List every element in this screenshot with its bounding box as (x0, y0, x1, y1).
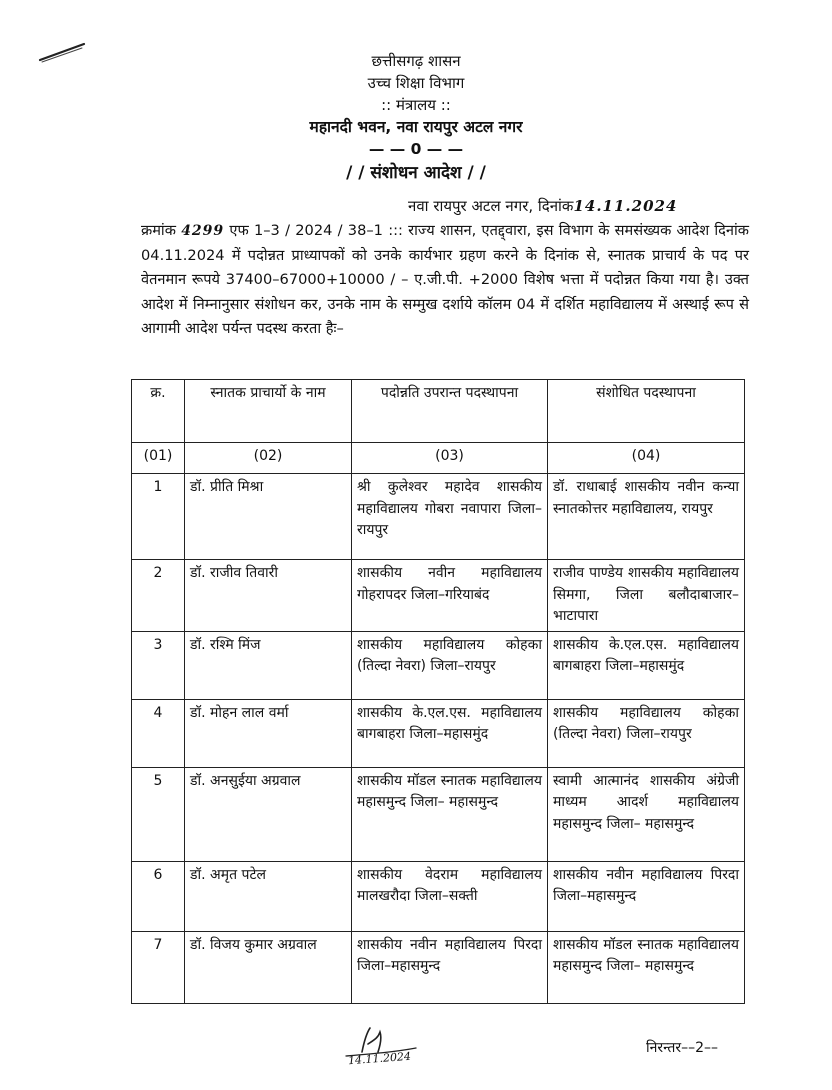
table-row (132, 631, 745, 699)
table-row (132, 861, 745, 931)
column-number: (01) (132, 443, 185, 474)
revised-posting-cell: शासकीय महाविद्यालय कोहका (तिल्दा नेवरा) जिला–रायपुर (548, 699, 745, 767)
column-number: (03) (352, 443, 548, 474)
posting-cell: शासकीय महाविद्यालय कोहका (तिल्दा नेवरा) जिला–रायपुर (352, 631, 548, 699)
name-cell: डॉ. अनसुईया अग्रवाल (185, 767, 352, 861)
name-cell: डॉ. राजीव तिवारी (185, 560, 352, 632)
dateline-place: नवा रायपुर अटल नगर, दिनांक (408, 197, 574, 215)
order-text: एफ 1–3 / 2024 / 38–1 ::: राज्य शासन, एतद्द्वारा, इस विभाग के समसंख्यक आदेश दिनांक 04.11.2024 में पदोन्नत प्राध्यापकों को उनके कार्यभार ग्रहण करने के दिनांक से, स्नातक प्राचार्य के पद पर वेतनमान रूपये 37400–67000+10000 / – ए.जी.पी. +2000 विशेष भत्ता में पदोन्नत किया गया है। उक्त आदेश में निम्नानुसार संशोधन कर, उनके नाम के सम्मुख दर्शाये कॉलम 04 में दर्शित महाविद्यालय में अस्थाई रूप से आगामी आदेश पर्यन्त पदस्थ करता हैः– (141, 222, 750, 337)
posting-cell: शासकीय वेदराम महाविद्यालय मालखरौदा जिला–सक्ती (352, 861, 548, 931)
serial-cell: 3 (132, 631, 185, 699)
serial-cell: 5 (132, 767, 185, 861)
order-date: 14.11.2024 (573, 197, 678, 215)
revised-posting-cell: शासकीय के.एल.एस. महाविद्यालय बागबाहरा जिला–महासमुंद (548, 631, 745, 699)
header-name: स्नातक प्राचार्यो के नाम (185, 380, 352, 443)
posting-cell: शासकीय के.एल.एस. महाविद्यालय बागबाहरा जिला–महासमुंद (352, 699, 548, 767)
column-number: (04) (548, 443, 745, 474)
table-header-row (132, 380, 745, 443)
table-row (132, 699, 745, 767)
signature-date: 14.11.2024 (347, 1049, 412, 1068)
posting-cell: शासकीय नवीन महाविद्यालय गोहरापदर जिला–गरियाबंद (352, 560, 548, 632)
revised-posting-cell: शासकीय नवीन महाविद्यालय पिरदा जिला–महासमुन्द (548, 861, 745, 931)
column-number: (02) (185, 443, 352, 474)
revised-posting-cell: शासकीय मॉडल स्नातक महाविद्यालय महासमुन्द जिला– महासमुन्द (548, 931, 745, 1003)
serial-cell: 1 (132, 474, 185, 560)
department-name: उच्च शिक्षा विभाग (367, 74, 465, 92)
header-revised-posting: संशोधित पदस्थापना (548, 380, 745, 443)
order-number: 4299 (181, 223, 225, 239)
name-cell: डॉ. रश्मि मिंज (185, 631, 352, 699)
order-body (141, 219, 749, 342)
posting-cell: शासकीय नवीन महाविद्यालय पिरदा जिला–महासमुन्द (352, 931, 548, 1003)
table-row (132, 474, 745, 560)
serial-cell: 7 (132, 931, 185, 1003)
serial-cell: 6 (132, 861, 185, 931)
office-address: महानदी भवन, नवा रायपुर अटल नगर (309, 118, 523, 136)
column-number-row (132, 443, 745, 474)
revised-posting-cell: डॉ. राधाबाई शासकीय नवीन कन्या स्नातकोत्तर महाविद्यालय, रायपुर (548, 474, 745, 560)
revised-posting-cell: स्वामी आत्मानंद शासकीय अंग्रेजी माध्यम आदर्श महाविद्यालय महासमुन्द जिला– महासमुन्द (548, 767, 745, 861)
name-cell: डॉ. विजय कुमार अग्रवाल (185, 931, 352, 1003)
posting-cell: श्री कुलेश्वर महादेव शासकीय महाविद्यालय गोबरा नवापारा जिला–रायपुर (352, 474, 548, 560)
posting-table (131, 379, 745, 1004)
order-number-label: क्रमांक (141, 222, 176, 239)
name-cell: डॉ. प्रीति मिश्रा (185, 474, 352, 560)
header-serial: क्र. (132, 380, 185, 443)
table-row (132, 931, 745, 1003)
serial-cell: 4 (132, 699, 185, 767)
letterhead (0, 50, 832, 184)
ministry-line: :: मंत्रालय :: (381, 96, 451, 114)
serial-cell: 2 (132, 560, 185, 632)
header-divider: — — 0 — — (368, 140, 464, 158)
document-title: / / संशोधन आदेश / / (346, 163, 486, 183)
revised-posting-cell: राजीव पाण्डेय शासकीय महाविद्यालय सिमगा, जिला बलौदाबाजार–भाटापारा (548, 560, 745, 632)
government-name: छत्तीसगढ़ शासन (371, 52, 461, 70)
posting-cell: शासकीय मॉडल स्नातक महाविद्यालय महासमुन्द जिला– महासमुन्द (352, 767, 548, 861)
dateline (408, 196, 677, 216)
name-cell: डॉ. मोहन लाल वर्मा (185, 699, 352, 767)
table-row (132, 767, 745, 861)
header-posting: पदोन्नति उपरान्त पदस्थापना (352, 380, 548, 443)
name-cell: डॉ. अमृत पटेल (185, 861, 352, 931)
continued-note: निरन्तर––2–– (646, 1040, 719, 1056)
table-row (132, 560, 745, 632)
